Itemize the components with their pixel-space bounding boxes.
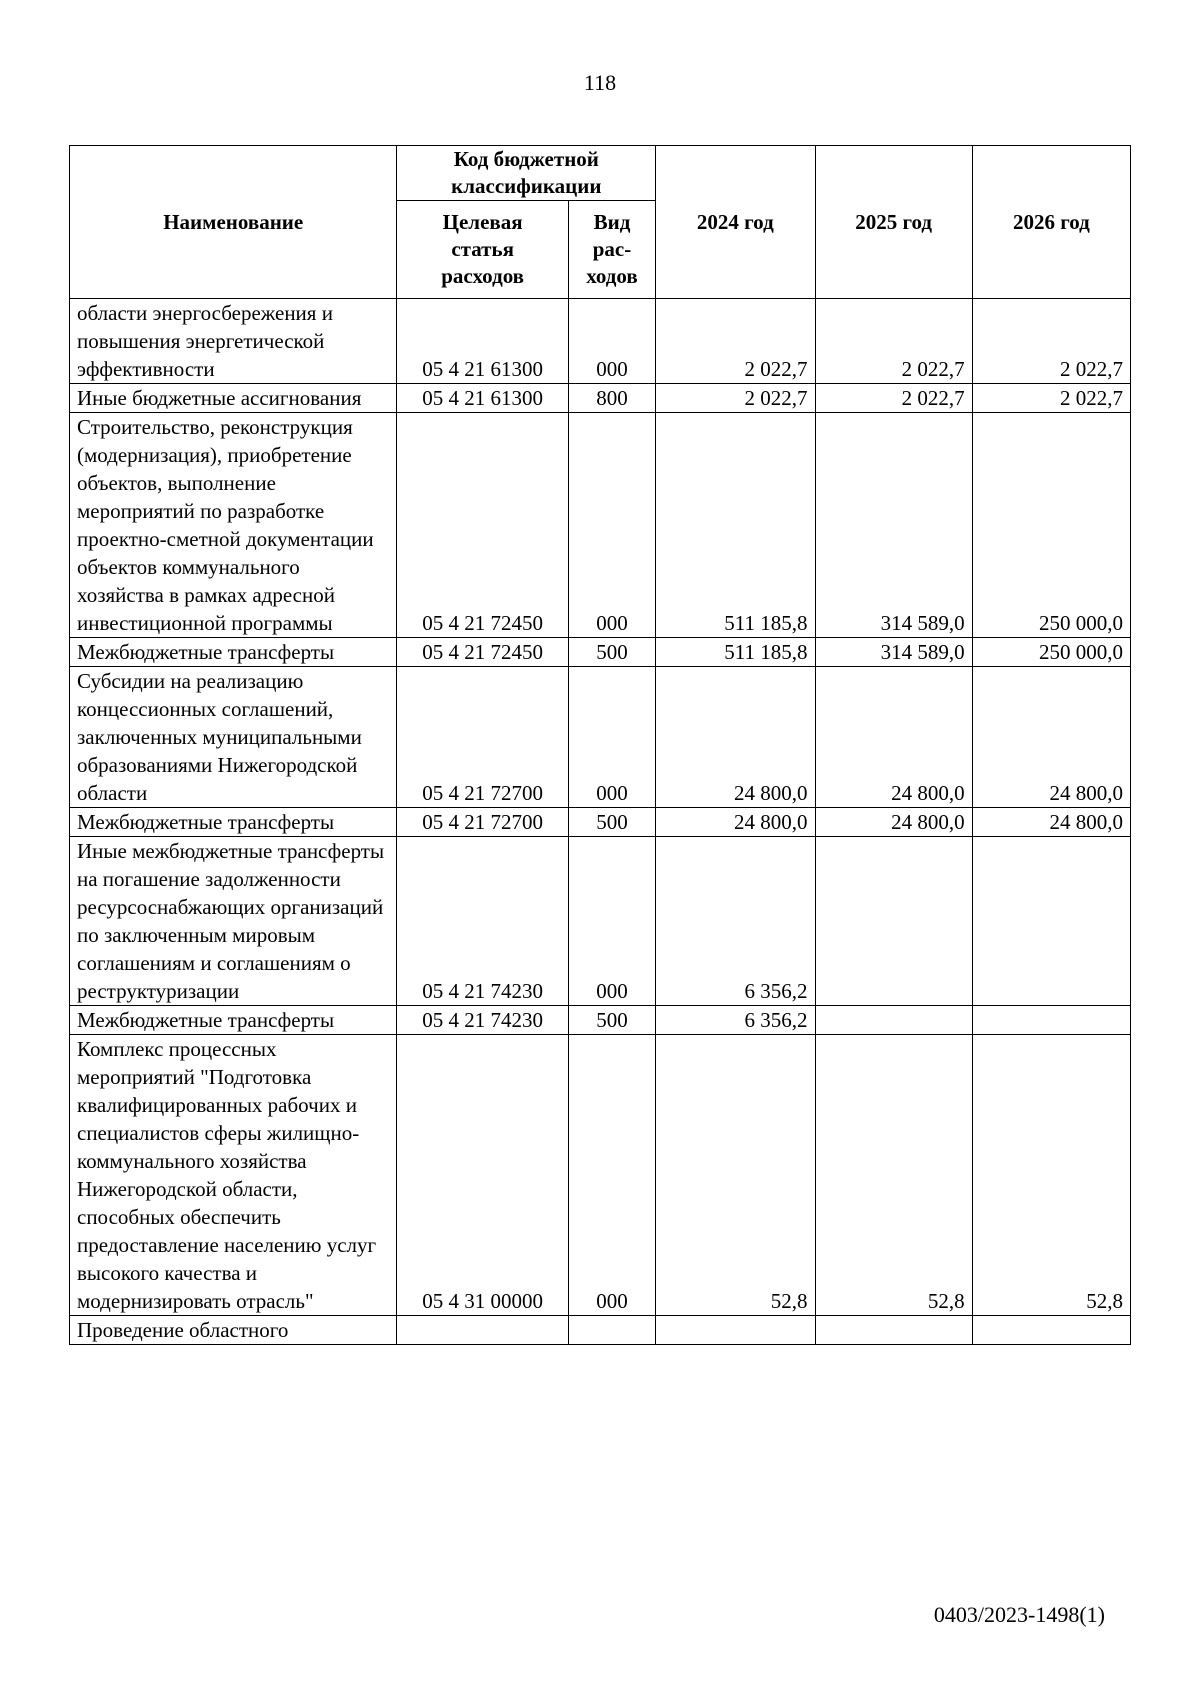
table-header bbox=[70, 146, 1131, 299]
budget-table bbox=[69, 145, 1131, 1345]
table-body bbox=[70, 299, 1131, 1345]
cell-2026: 52,8 bbox=[972, 1035, 1130, 1316]
cell-name: Межбюджетные трансферты bbox=[70, 1006, 397, 1035]
header-2025: 2025 год bbox=[815, 146, 972, 299]
cell-2024: 511 185,8 bbox=[656, 413, 815, 638]
cell-2024: 2 022,7 bbox=[656, 299, 815, 384]
cell-target-article: 05 4 31 00000 bbox=[397, 1035, 568, 1316]
cell-target-article: 05 4 21 72700 bbox=[397, 667, 568, 808]
cell-name: Субсидии на реализацию концессионных соглашений, заключенных муниципальными образованиями Нижегородской области bbox=[70, 667, 397, 808]
header-2024: 2024 год bbox=[656, 146, 815, 299]
cell-2024 bbox=[656, 1316, 815, 1345]
cell-target-article: 05 4 21 72700 bbox=[397, 808, 568, 837]
table-row bbox=[70, 808, 1131, 837]
cell-expense-kind: 000 bbox=[568, 299, 655, 384]
cell-2025: 314 589,0 bbox=[815, 413, 972, 638]
header-expense-kind: Вид рас-ходов bbox=[568, 201, 655, 299]
cell-expense-kind: 000 bbox=[568, 837, 655, 1006]
cell-expense-kind: 000 bbox=[568, 413, 655, 638]
cell-2026: 24 800,0 bbox=[972, 667, 1130, 808]
cell-2024: 52,8 bbox=[656, 1035, 815, 1316]
cell-expense-kind: 500 bbox=[568, 638, 655, 667]
table-row bbox=[70, 1316, 1131, 1345]
cell-name: Строительство, реконструкция (модернизация), приобретение объектов, выполнение мероприятий по разработке проектно-сметной документации объектов коммунального хозяйства в рамках адресной инвестиционной программы bbox=[70, 413, 397, 638]
cell-expense-kind: 500 bbox=[568, 1006, 655, 1035]
cell-target-article bbox=[397, 1316, 568, 1345]
cell-2026: 24 800,0 bbox=[972, 808, 1130, 837]
cell-2025: 52,8 bbox=[815, 1035, 972, 1316]
cell-2026 bbox=[972, 1316, 1130, 1345]
table-row bbox=[70, 1035, 1131, 1316]
cell-2024: 2 022,7 bbox=[656, 384, 815, 413]
table-row bbox=[70, 384, 1131, 413]
cell-name: Межбюджетные трансферты bbox=[70, 638, 397, 667]
cell-2026 bbox=[972, 837, 1130, 1006]
cell-2024: 511 185,8 bbox=[656, 638, 815, 667]
document-reference: 0403/2023-1498(1) bbox=[933, 1602, 1105, 1627]
cell-2024: 24 800,0 bbox=[656, 808, 815, 837]
table-row bbox=[70, 667, 1131, 808]
cell-2025 bbox=[815, 837, 972, 1006]
cell-target-article: 05 4 21 61300 bbox=[397, 299, 568, 384]
cell-2025 bbox=[815, 1006, 972, 1035]
table-row bbox=[70, 638, 1131, 667]
header-name: Наименование bbox=[70, 146, 397, 299]
cell-expense-kind: 800 bbox=[568, 384, 655, 413]
cell-target-article: 05 4 21 61300 bbox=[397, 384, 568, 413]
cell-name: Проведение областного bbox=[70, 1316, 397, 1345]
cell-expense-kind bbox=[568, 1316, 655, 1345]
cell-2025: 24 800,0 bbox=[815, 808, 972, 837]
cell-2026: 250 000,0 bbox=[972, 638, 1130, 667]
cell-2025 bbox=[815, 1316, 972, 1345]
table-row bbox=[70, 413, 1131, 638]
cell-2025: 2 022,7 bbox=[815, 384, 972, 413]
table-row bbox=[70, 1006, 1131, 1035]
cell-expense-kind: 000 bbox=[568, 1035, 655, 1316]
cell-expense-kind: 500 bbox=[568, 808, 655, 837]
cell-2026 bbox=[972, 1006, 1130, 1035]
cell-2024: 6 356,2 bbox=[656, 837, 815, 1006]
page-number: 118 bbox=[583, 70, 617, 95]
cell-name: Межбюджетные трансферты bbox=[70, 808, 397, 837]
cell-name: Комплекс процессных мероприятий "Подготовка квалифицированных рабочих и специалистов сферы жилищно-коммунального хозяйства Нижегородской области, способных обеспечить предоставление населению услуг высокого качества и модернизировать отрасль" bbox=[70, 1035, 397, 1316]
cell-target-article: 05 4 21 72450 bbox=[397, 638, 568, 667]
cell-target-article: 05 4 21 72450 bbox=[397, 413, 568, 638]
cell-2024: 24 800,0 bbox=[656, 667, 815, 808]
cell-target-article: 05 4 21 74230 bbox=[397, 1006, 568, 1035]
cell-name: Иные бюджетные ассигнования bbox=[70, 384, 397, 413]
cell-2026: 2 022,7 bbox=[972, 384, 1130, 413]
header-target-article: Целевая статья расходов bbox=[397, 201, 568, 299]
cell-2025: 314 589,0 bbox=[815, 638, 972, 667]
header-2026: 2026 год bbox=[972, 146, 1130, 299]
cell-2024: 6 356,2 bbox=[656, 1006, 815, 1035]
table-row bbox=[70, 837, 1131, 1006]
cell-name: области энергосбережения и повышения энергетической эффективности bbox=[70, 299, 397, 384]
cell-2025: 2 022,7 bbox=[815, 299, 972, 384]
cell-expense-kind: 000 bbox=[568, 667, 655, 808]
cell-target-article: 05 4 21 74230 bbox=[397, 837, 568, 1006]
table-row bbox=[70, 299, 1131, 384]
cell-2025: 24 800,0 bbox=[815, 667, 972, 808]
cell-2026: 2 022,7 bbox=[972, 299, 1130, 384]
header-code-group: Код бюджетной классификации bbox=[397, 146, 656, 201]
cell-2026: 250 000,0 bbox=[972, 413, 1130, 638]
cell-name: Иные межбюджетные трансферты на погашение задолженности ресурсоснабжающих организаций по заключенным мировым соглашениям и соглашениям о реструктуризации bbox=[70, 837, 397, 1006]
